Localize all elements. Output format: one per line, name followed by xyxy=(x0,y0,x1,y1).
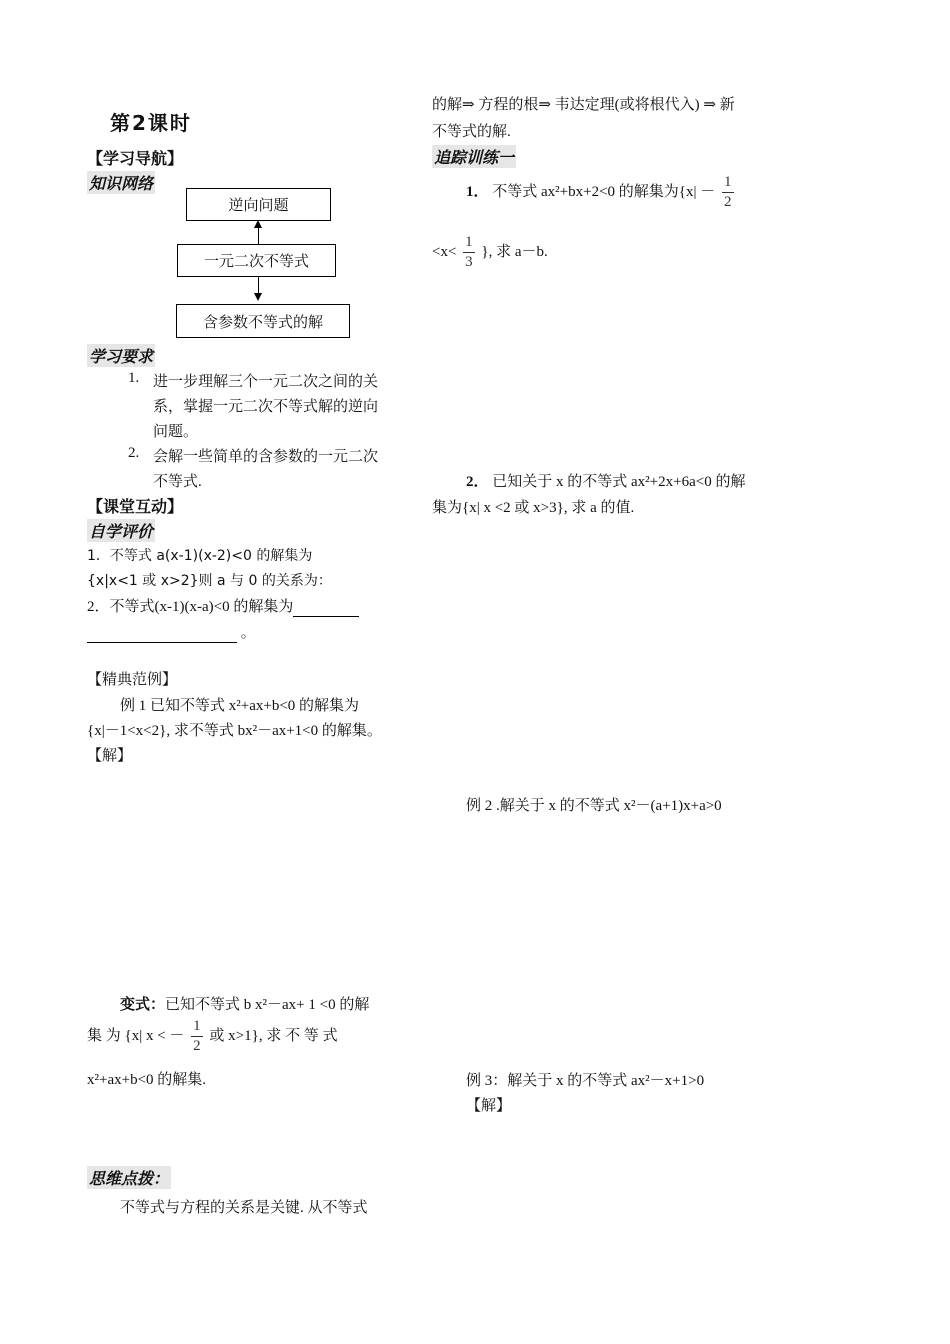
flow-connector-lower xyxy=(258,276,259,294)
tracking-question-2-number: 2． xyxy=(466,474,489,490)
self-eval-question-2-continuation xyxy=(87,621,256,643)
example-3: 例 3：解关于 x 的不等式 ax²－x+1>0 xyxy=(466,1073,705,1089)
tracking-question-2-line-1 xyxy=(466,470,745,491)
example-3-solution-label: 【解】 xyxy=(466,1098,512,1114)
variant-line-1 xyxy=(120,993,369,1014)
classroom-section-heading: 【课堂互动】 xyxy=(87,497,184,516)
answer-blank-continued[interactable] xyxy=(87,625,237,643)
variant-text-2a: 集 为 {x| x < － xyxy=(87,1027,185,1044)
examples-heading: 【精典范例】 xyxy=(87,672,178,688)
fraction-denominator: 2 xyxy=(193,1038,201,1054)
example-1-line-1: 例 1 已知不等式 x²+ax+b<0 的解集为 xyxy=(120,698,360,714)
flow-box-quadratic-inequality-label: 一元二次不等式 xyxy=(203,252,309,270)
fraction-one-half xyxy=(191,1017,203,1056)
variant-line-2 xyxy=(87,1017,338,1056)
requirements-heading: 学习要求 xyxy=(87,344,155,367)
knowledge-network-heading: 知识网络 xyxy=(87,171,155,194)
fraction-one-third xyxy=(463,233,475,272)
flow-box-parametric-solution-label: 含参数不等式的解 xyxy=(202,312,323,331)
variant-label: 变式： xyxy=(120,997,166,1013)
self-eval-question-2-text: 2．不等式(x-1)(x-a)<0 的解集为 xyxy=(87,599,294,615)
requirement-2-line-2: 不等式. xyxy=(153,474,202,490)
self-eval-question-1-line-1: 1．不等式 a(x-1)(x-2)<0 的解集为 xyxy=(87,548,313,564)
tracking-question-1-line-2 xyxy=(432,233,548,272)
self-eval-question-2 xyxy=(87,595,359,617)
thinking-heading: 思维点拨： xyxy=(87,1166,171,1189)
lesson-title: 第2课时 xyxy=(110,111,192,135)
flow-box-quadratic-inequality xyxy=(177,244,336,277)
tracking-exercise-heading: 追踪训练一 xyxy=(432,145,516,168)
fraction-one-half-q1 xyxy=(722,173,734,212)
example-1-solution-label: 【解】 xyxy=(87,748,133,764)
right-continuation-line-2: 不等式的解. xyxy=(432,124,511,140)
variant-line-3: x²+ax+b<0 的解集. xyxy=(87,1072,207,1088)
fraction-numerator: 1 xyxy=(722,173,734,193)
tracking-question-1-text: 不等式 ax²+bx+2<0 的解集为{x| － xyxy=(492,183,716,200)
requirement-2-number: 2. xyxy=(128,445,140,461)
tracking-question-2-text-1: 已知关于 x 的不等式 ax²+2x+6a<0 的解 xyxy=(492,474,746,490)
requirement-2-line-1: 会解一些简单的含参数的一元二次 xyxy=(153,449,379,465)
fraction-denominator: 3 xyxy=(465,254,473,270)
variant-text-2b: 或 x>1}, 求 不 等 式 xyxy=(209,1027,338,1044)
requirement-1-number: 1. xyxy=(128,370,140,386)
flow-box-inverse-problem xyxy=(186,188,331,221)
right-continuation-line-1: 的解⇒ 方程的根⇒ 韦达定理(或将根代入) ⇒ 新 xyxy=(432,97,735,113)
example-2: 例 2 .解关于 x 的不等式 x²－(a+1)x+a>0 xyxy=(466,798,722,814)
thinking-text: 不等式与方程的关系是关键. 从不等式 xyxy=(120,1200,368,1216)
tracking-question-1-text-2a: <x< xyxy=(432,243,457,260)
fraction-denominator: 2 xyxy=(724,194,732,210)
section-navigation-heading: 【学习导航】 xyxy=(87,149,184,168)
requirement-1-line-3: 问题。 xyxy=(153,424,199,440)
self-eval-question-1-line-2: {x|x<1 或 x>2}则 a 与 0 的关系为： xyxy=(87,573,332,589)
self-evaluation-heading: 自学评价 xyxy=(87,519,155,542)
example-1-line-2: {x|－1<x<2}, 求不等式 bx²－ax+1<0 的解集。 xyxy=(87,723,382,739)
answer-blank[interactable] xyxy=(293,599,359,617)
flow-box-inverse-problem-label: 逆向问题 xyxy=(228,196,289,214)
arrow-down-icon xyxy=(254,293,262,301)
requirement-1-line-2: 系，掌握一元二次不等式解的逆向 xyxy=(153,399,379,415)
requirement-1-line-1: 进一步理解三个一元二次之间的关 xyxy=(153,374,379,390)
variant-text-1: 已知不等式 b x²－ax+ 1 <0 的解 xyxy=(165,997,370,1013)
self-eval-question-2-end: 。 xyxy=(240,625,256,641)
fraction-numerator: 1 xyxy=(191,1017,203,1037)
tracking-question-1-number: 1． xyxy=(466,183,489,200)
tracking-question-1-text-2b: }, 求 a－b. xyxy=(481,243,548,260)
flow-connector-upper xyxy=(258,227,259,244)
tracking-question-1 xyxy=(466,173,737,212)
flow-box-parametric-solution xyxy=(176,304,350,338)
tracking-question-2-line-2: 集为{x| x <2 或 x>3}, 求 a 的值. xyxy=(432,500,635,516)
fraction-numerator: 1 xyxy=(463,233,475,253)
